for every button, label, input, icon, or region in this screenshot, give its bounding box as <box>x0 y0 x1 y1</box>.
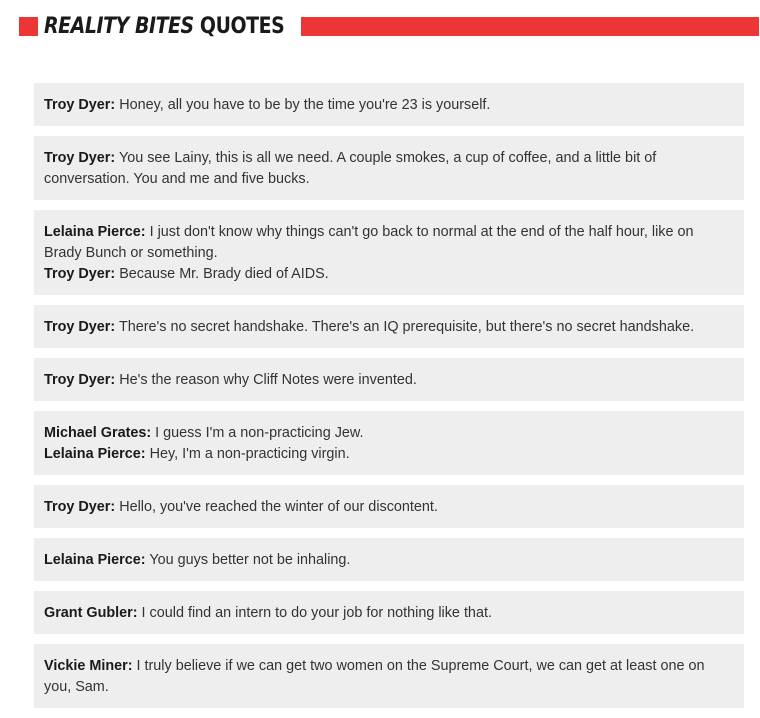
quote-speaker: Grant Gubler: <box>44 605 138 621</box>
quote-text: I could find an intern to do your job for nothing like that. <box>141 605 492 621</box>
quote-card <box>34 485 744 528</box>
section-title <box>44 14 284 39</box>
quote-text: Hey, I'm a non-practicing virgin. <box>149 446 350 462</box>
header-accent-square <box>19 17 38 36</box>
quote-speaker: Troy Dyer: <box>44 372 116 388</box>
quote-speaker: Troy Dyer: <box>44 150 116 166</box>
quote-line <box>44 444 734 465</box>
quote-card <box>34 591 744 634</box>
quote-text: He's the reason why Cliff Notes were invented. <box>119 372 417 388</box>
quote-card <box>34 210 744 295</box>
quote-text: You see Lainy, this is all we need. A couple smokes, a cup of coffee, and a little bit of conversation. You and me and five bucks. <box>44 150 657 187</box>
section-title-quotes: QUOTES <box>199 13 285 39</box>
quote-card <box>34 538 744 581</box>
section-header <box>19 12 759 40</box>
quote-line <box>44 317 734 338</box>
quote-text: You guys better not be inhaling. <box>149 552 351 568</box>
quote-text: There's no secret handshake. There's an IQ prerequisite, but there's no secret handshake. <box>118 319 695 335</box>
quote-speaker: Vickie Miner: <box>44 658 133 674</box>
quote-line <box>44 148 734 190</box>
quote-text: I just don't know why things can't go back to normal at the end of the half hour, like on Brady Bunch or something. <box>44 224 694 261</box>
quote-speaker: Troy Dyer: <box>44 319 116 335</box>
quote-card <box>34 358 744 401</box>
quote-text: Because Mr. Brady died of AIDS. <box>119 266 329 282</box>
quote-line <box>44 497 734 518</box>
quote-line <box>44 656 734 698</box>
quote-text: I truly believe if we can get two women on the Supreme Court, we can get at least one on you, Sam. <box>44 658 705 695</box>
quote-speaker: Troy Dyer: <box>44 266 116 282</box>
quote-speaker: Lelaina Pierce: <box>44 224 146 240</box>
quote-speaker: Troy Dyer: <box>44 97 116 113</box>
quote-text: I guess I'm a non-practicing Jew. <box>155 425 364 441</box>
quote-text: Hello, you've reached the winter of our discontent. <box>119 499 438 515</box>
quote-speaker: Troy Dyer: <box>44 499 116 515</box>
quote-text: Honey, all you have to be by the time you're 23 is yourself. <box>119 97 491 113</box>
header-accent-bar <box>301 17 759 36</box>
quote-line <box>44 370 734 391</box>
quote-speaker: Michael Grates: <box>44 425 152 441</box>
quote-line <box>44 95 734 116</box>
quote-list <box>34 83 744 718</box>
section-title-movie: REALITY BITES <box>44 13 194 39</box>
quote-line <box>44 550 734 571</box>
quote-line <box>44 423 734 444</box>
quote-line <box>44 222 734 264</box>
quote-line <box>44 264 734 285</box>
quote-speaker: Lelaina Pierce: <box>44 552 146 568</box>
quote-card <box>34 644 744 708</box>
quote-card <box>34 136 744 200</box>
quote-line <box>44 603 734 624</box>
quote-card <box>34 411 744 475</box>
quote-speaker: Lelaina Pierce: <box>44 446 146 462</box>
quote-card <box>34 83 744 126</box>
quote-card <box>34 305 744 348</box>
